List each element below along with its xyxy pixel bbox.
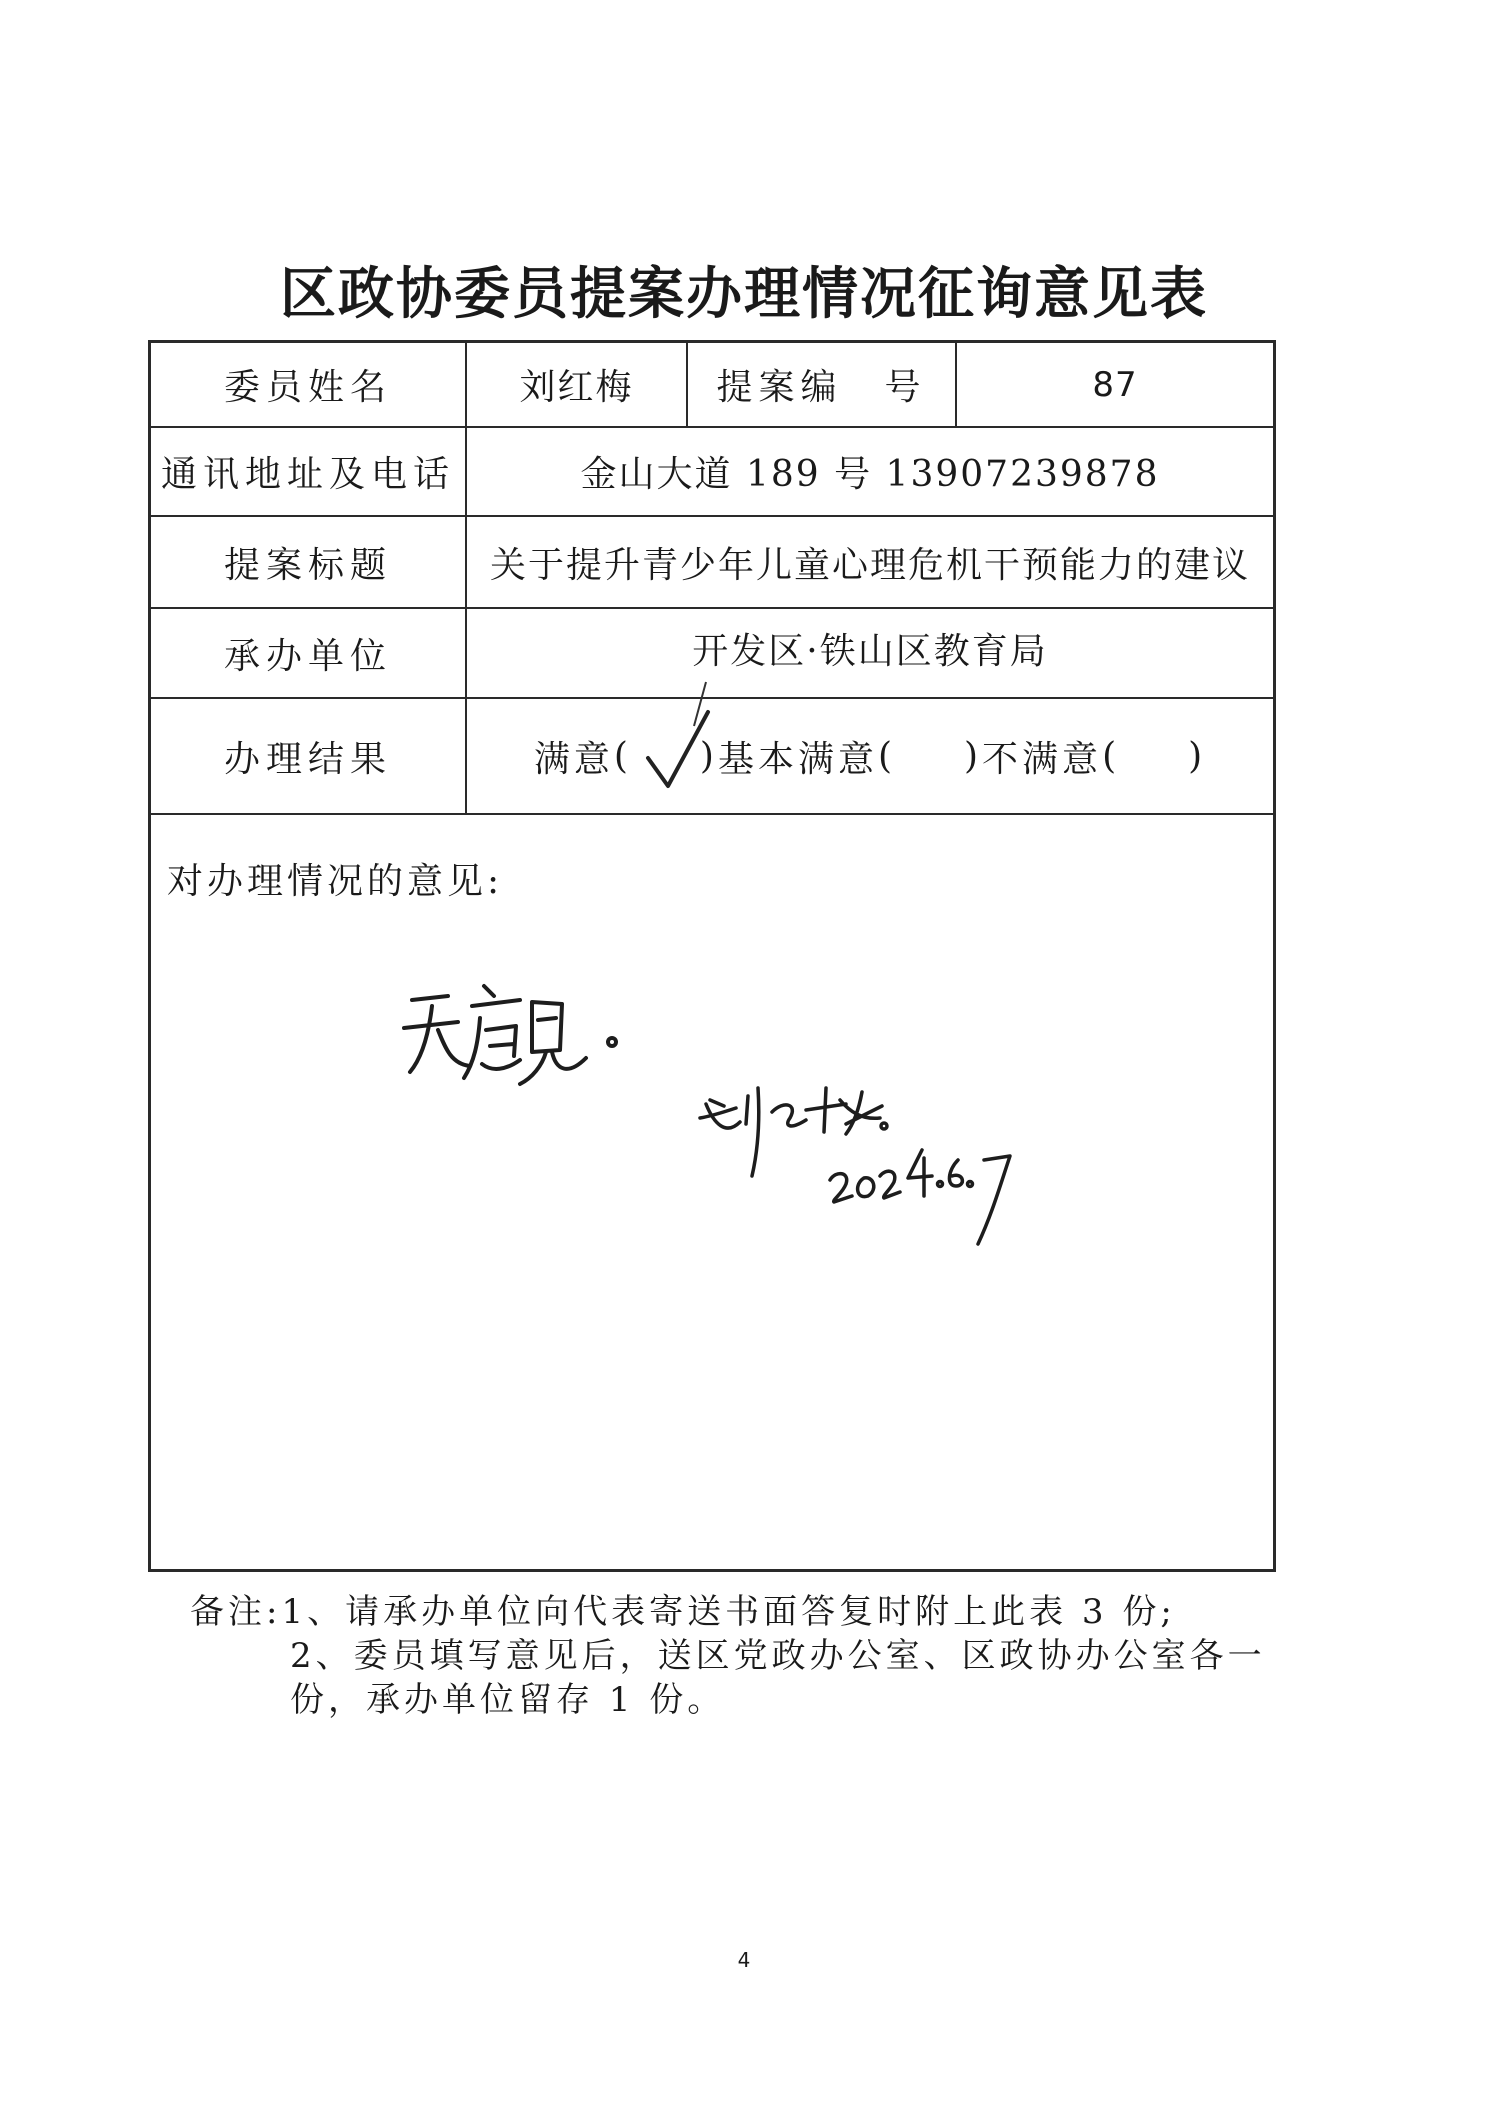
result-label: 办理结果 — [223, 738, 392, 780]
page-number: 4 — [737, 1948, 751, 1972]
note-line-1: 备注:1、请承办单位向代表寄送书面答复时附上此表 3 份; — [190, 1592, 1176, 1632]
option-unsatisfied: 不满意 — [982, 738, 1103, 780]
option-satisfied: 满意 — [533, 738, 614, 780]
handling-unit-value: 开发区·铁山区教育局 — [692, 630, 1048, 672]
result-options: 满意 ( ) 基本满意 ( ) 不满意 ( ) — [467, 699, 1273, 813]
footnotes — [190, 1590, 1320, 1722]
option-basically-satisfied: 基本满意 — [717, 738, 878, 780]
comment-label: 对办理情况的意见: — [167, 861, 504, 902]
signature-date-drawing — [830, 1150, 1010, 1244]
proposal-title-label: 提案标题 — [223, 544, 392, 586]
proposal-number-label: 提案编 号 — [716, 367, 927, 408]
note-line-3: 份，承办单位留存 1 份。 — [290, 1680, 726, 1720]
handling-unit-label: 承办单位 — [223, 635, 392, 677]
member-name-label: 委员姓名 — [223, 367, 392, 408]
proposal-title-value: 关于提升青少年儿童心理危机干预能力的建议 — [489, 544, 1250, 586]
form-title: 区政协委员提案办理情况征询意见表 — [280, 261, 1208, 327]
signature-drawing — [700, 1088, 887, 1176]
member-name-value: 刘红梅 — [519, 367, 634, 408]
handwritten-comment — [404, 986, 616, 1084]
proposal-number-value: 87 — [1092, 364, 1138, 405]
address-phone-label: 通讯地址及电话 — [160, 454, 455, 495]
check-mark-icon — [648, 712, 708, 786]
address-phone-value: 金山大道 189 号 13907239878 — [580, 454, 1160, 495]
note-line-2: 2、委员填写意见后，送区党政办公室、区政协办公室各一 — [290, 1636, 1266, 1676]
